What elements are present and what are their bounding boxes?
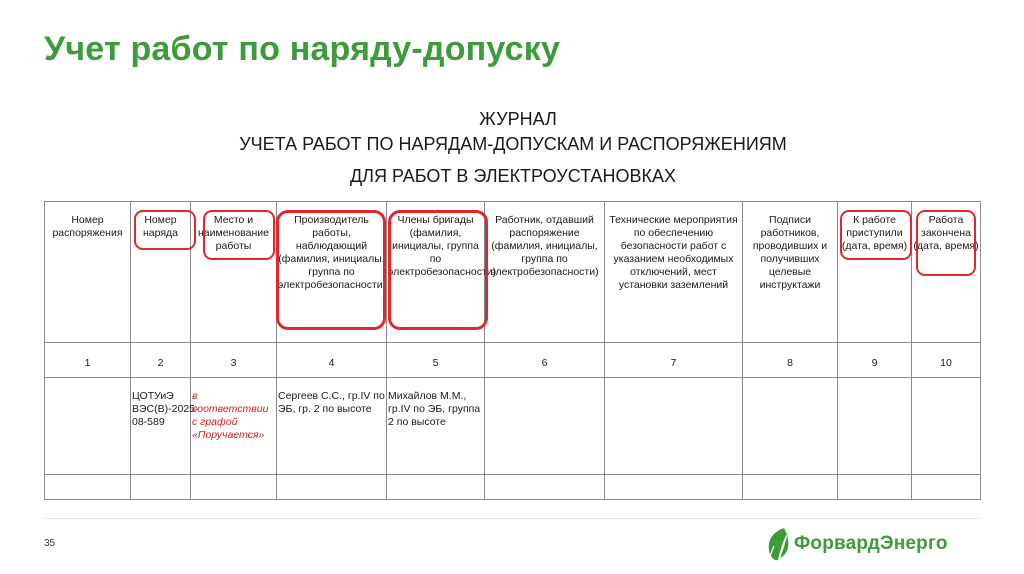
column-number: 2 <box>131 343 191 378</box>
column-number-row <box>45 343 981 378</box>
cell-empty <box>387 475 485 500</box>
header-cell: Номер распоряжения <box>45 202 131 343</box>
column-number: 4 <box>277 343 387 378</box>
footer-divider <box>44 518 980 519</box>
column-number: 9 <box>838 343 912 378</box>
cell-order-number: ЦОТУиЭ ВЭС(В)-2025-08-589 <box>131 378 191 475</box>
header-cell: Производитель работы, наблюдающий (фамилия, инициалы, группа по электробезопасности) <box>277 202 387 343</box>
column-number: 5 <box>387 343 485 378</box>
cell-empty <box>605 378 743 475</box>
cell-empty <box>131 475 191 500</box>
header-row <box>45 202 981 343</box>
column-number: 8 <box>743 343 838 378</box>
column-number: 3 <box>191 343 277 378</box>
journal-title-line3: ДЛЯ РАБОТ В ЭЛЕКТРОУСТАНОВКАХ <box>349 166 677 186</box>
journal-table <box>44 201 981 500</box>
column-number: 6 <box>485 343 605 378</box>
cell-empty <box>485 378 605 475</box>
journal-title-line2: УЧЕТА РАБОТ ПО НАРЯДАМ-ДОПУСКАМ И РАСПОРЯЖЕНИЯМ <box>239 134 787 154</box>
cell-empty <box>485 475 605 500</box>
cell-empty <box>743 378 838 475</box>
cell-empty <box>277 475 387 500</box>
brand-logo-block <box>764 526 948 562</box>
header-cell: Работа закончена (дата, время) <box>912 202 981 343</box>
column-number: 10 <box>912 343 981 378</box>
cell-place: в соответствии с графой «Поручается» <box>191 378 277 475</box>
cell-producer: Сергеев С.С., гр.IV по ЭБ, гр. 2 по высоте <box>277 378 387 475</box>
journal-title-line1: ЖУРНАЛ <box>479 109 557 129</box>
header-cell: Номер наряда <box>131 202 191 343</box>
cell-empty <box>838 378 912 475</box>
cell-empty <box>605 475 743 500</box>
cell-empty <box>912 475 981 500</box>
cell-empty <box>838 475 912 500</box>
cell-empty <box>191 475 277 500</box>
header-cell: Место и наименование работы <box>191 202 277 343</box>
column-number: 7 <box>605 343 743 378</box>
brand-name: ФорвардЭнерго <box>794 533 948 554</box>
cell-empty <box>45 475 131 500</box>
header-cell: Члены бригады (фамилия, инициалы, группа по электробезопасности) <box>387 202 485 343</box>
header-cell: Подписи работников, проводивших и получивших целевые инструктажи <box>743 202 838 343</box>
header-cell: Технические мероприятия по обеспечению безопасности работ с указанием необходимых отключений, мест установки заземлений <box>605 202 743 343</box>
table-row-empty <box>45 475 981 500</box>
header-cell: Работник, отдавший распоряжение (фамилия, инициалы, группа по электробезопасности) <box>485 202 605 343</box>
cell-empty <box>912 378 981 475</box>
column-number: 1 <box>45 343 131 378</box>
cell-empty <box>743 475 838 500</box>
page-number: 35 <box>44 538 56 549</box>
table-row <box>45 378 981 475</box>
leaf-logo-icon <box>764 526 792 562</box>
header-cell: К работе приступили (дата, время) <box>838 202 912 343</box>
slide-title: Учет работ по наряду-допуску <box>44 30 561 68</box>
cell-order-empty <box>45 378 131 475</box>
cell-members: Михайлов М.М., гр.IV по ЭБ, группа 2 по высоте <box>387 378 485 475</box>
